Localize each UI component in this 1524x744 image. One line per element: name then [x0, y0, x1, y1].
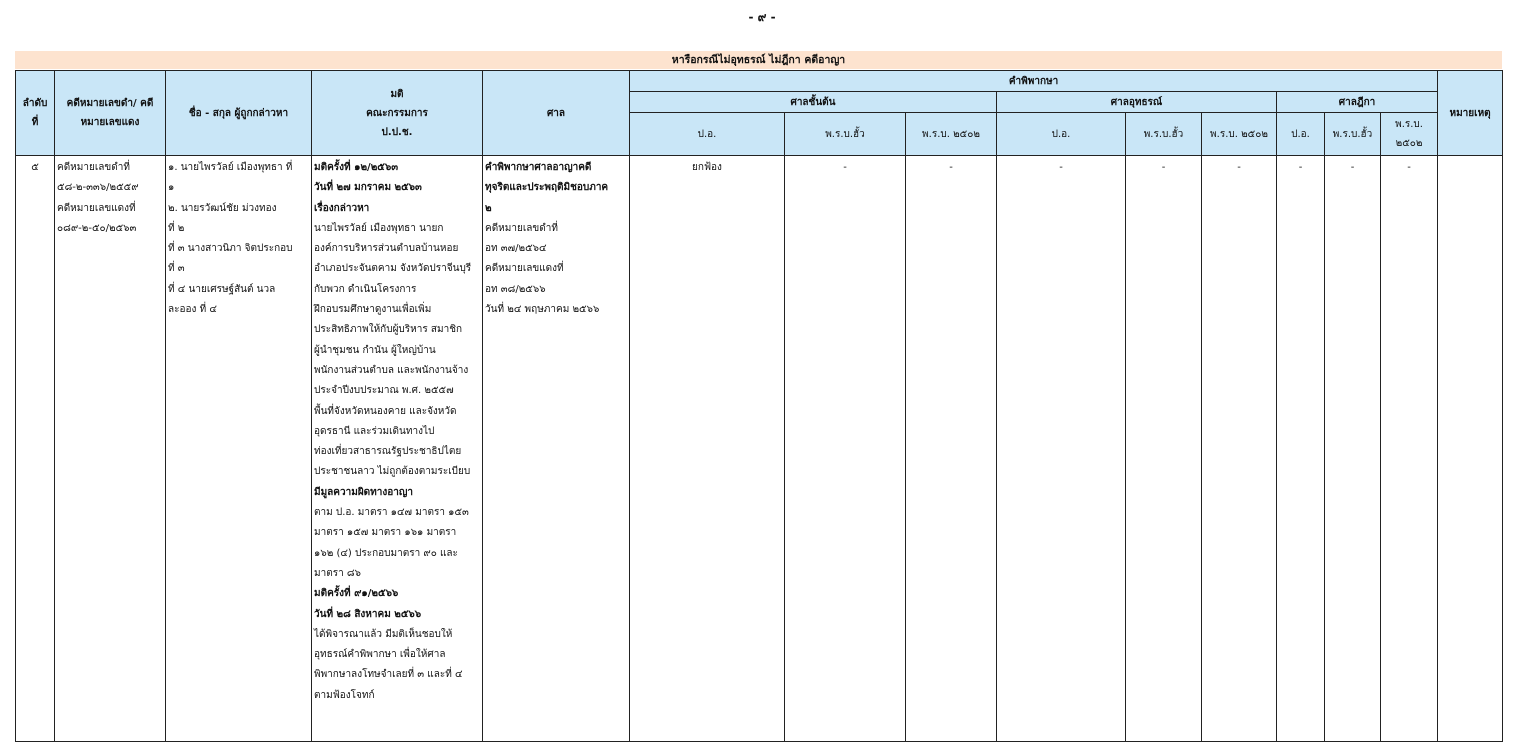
resolution-line: องค์การบริหารส่วนตำบลบ้านหอย [314, 243, 459, 255]
court-line: คดีหมายเลขแดงที่ [485, 263, 564, 275]
name-line: ๒. นายรวัฒน์ชัย ม่วงทอง [168, 202, 277, 214]
resolution-line: ตามฟ้องโจทก์ [314, 689, 375, 701]
case-line: คดีหมายเลขแดงที่ [57, 202, 136, 214]
header-supreme-hua: พ.ร.บ.ฮั้ว [1325, 113, 1381, 156]
cell-resolution [312, 156, 483, 742]
header-first-2502: พ.ร.บ. ๒๕๐๒ [906, 113, 997, 156]
name-line: ที่ ๒ [168, 222, 185, 234]
cell-name [166, 156, 312, 742]
case-line: คดีหมายเลขดำที่ [57, 162, 130, 173]
cell-first-hua: - [785, 156, 906, 742]
name-line: ที่ ๓ [168, 263, 185, 275]
resolution-line: พื้นที่จังหวัดหนองคาย และจังหวัด [314, 405, 457, 417]
name-line: ๑ [168, 182, 175, 194]
name-line: ๑. นายไพรวัลย์ เมืองพุทธา ที่ [168, 162, 293, 173]
court-line: อท ๓๗/๒๕๖๔ [485, 243, 547, 255]
resolution-line: มติครั้งที่ ๙๑/๒๕๖๖ [314, 588, 399, 600]
cell-appeal-po: - [997, 156, 1126, 742]
resolution-line: วันที่ ๒๗ มกราคม ๒๕๖๓ [314, 182, 422, 194]
resolution-line: ประสิทธิภาพให้กับผู้บริหาร สมาชิก [314, 324, 463, 336]
resolution-line: มติครั้งที่ ๑๒/๒๕๖๓ [314, 162, 399, 173]
resolution-line: ได้พิจารณาแล้ว มีมติเห็นชอบให้ [314, 628, 453, 640]
page-number: - ๙ - [748, 10, 776, 24]
header-first-po: ป.อ. [630, 113, 785, 156]
name-line: ที่ ๓ นางสาวนิภา จิตประกอบ [168, 243, 293, 255]
resolution-line: พิพากษาลงโทษจำเลยที่ ๓ และที่ ๔ [314, 669, 463, 681]
header-appeal-2502: พ.ร.บ. ๒๕๐๒ [1202, 113, 1277, 156]
header-name: ชื่อ - สกุล ผู้ถูกกล่าวหา [166, 71, 312, 156]
resolution-line: ฝึกอบรมศึกษาดูงานเพื่อเพิ่ม [314, 304, 432, 316]
header-seq: ลำดับ ที่ [16, 71, 55, 156]
cell-court [483, 156, 630, 742]
resolution-line: กับพวก ดำเนินโครงการ [314, 283, 417, 295]
cell-first-2502: - [906, 156, 997, 742]
court-line: ๒ [485, 202, 492, 214]
name-line: ที่ ๔ นายเศรษฐ์สันต์ นวล [168, 283, 276, 295]
resolution-line: ตาม ป.อ. มาตรา ๑๔๗ มาตรา ๑๕๓ [314, 507, 469, 519]
resolution-line: อุดรธานี และร่วมเดินทางไป [314, 425, 435, 437]
cell-supreme-2502: - [1381, 156, 1438, 742]
resolution-line: วันที่ ๒๘ สิงหาคม ๒๕๖๖ [314, 608, 422, 620]
court-line: วันที่ ๒๔ พฤษภาคม ๒๕๖๖ [485, 304, 600, 316]
court-line: คำพิพากษาศาลอาญาคดี [485, 162, 592, 173]
resolution-line: เรื่องกล่าวหา [314, 202, 370, 214]
header-appeal-po: ป.อ. [997, 113, 1126, 156]
resolution-line: อำเภอประจันตคาม จังหวัดปราจีนบุรี [314, 263, 472, 275]
resolution-line: นายไพรวัลย์ เมืองพุทธา นายก [314, 222, 444, 234]
header-appeal-hua: พ.ร.บ.ฮั้ว [1126, 113, 1202, 156]
case-table [15, 70, 1503, 742]
header-resolution [312, 71, 483, 156]
resolution-line: มีมูลความผิดทางอาญา [314, 486, 414, 498]
header-case: คดีหมายเลขดำ/ คดีหมายเลขแดง [55, 71, 166, 156]
header-court: ศาล [483, 71, 630, 156]
header-resolution-line: มติ [390, 88, 404, 100]
resolution-line: มาตรา ๑๕๗ มาตรา ๑๖๑ มาตรา [314, 527, 457, 539]
header-supreme-court: ศาลฎีกา [1277, 92, 1438, 113]
case-line: ๕๘-๒-๓๓๖/๒๕๕๙ [57, 182, 139, 194]
cell-first-po: ยกฟ้อง [630, 156, 785, 742]
case-line: ๐๘๙-๒-๕๐/๒๕๖๓ [57, 222, 137, 234]
resolution-line: ประจำปีงบประมาณ พ.ศ. ๒๕๕๗ [314, 385, 454, 397]
resolution-line: ผู้นำชุมชน กำนัน ผู้ใหญ่บ้าน [314, 344, 436, 356]
resolution-line: ท่องเที่ยวสาธารณรัฐประชาธิปไตย [314, 446, 462, 458]
header-notes: หมายเหตุ [1438, 71, 1503, 156]
header-appeal-court: ศาลอุทธรณ์ [997, 92, 1277, 113]
resolution-line: ประชาชนลาว ไม่ถูกต้องตามระเบียบ [314, 466, 471, 478]
cell-case [55, 156, 166, 742]
section-title: หารือกรณีไม่อุทธรณ์ ไม่ฎีกา คดีอาญา [15, 51, 1502, 69]
resolution-line: ๑๖๒ (๔) ประกอบมาตรา ๙๐ และ [314, 547, 458, 559]
cell-notes [1438, 156, 1503, 742]
court-line: คดีหมายเลขดำที่ [485, 222, 558, 234]
name-line: ละออง ที่ ๔ [168, 304, 217, 316]
court-line: อท ๓๘/๒๕๖๖ [485, 283, 546, 295]
table-row [16, 156, 1503, 742]
cell-supreme-po: - [1277, 156, 1325, 742]
header-resolution-line: คณะกรรมการ [366, 107, 428, 119]
header-judgment: คำพิพากษา [630, 71, 1438, 92]
resolution-line: มาตรา ๘๖ [314, 567, 361, 579]
header-first-hua: พ.ร.บ.ฮั้ว [785, 113, 906, 156]
cell-appeal-hua: - [1126, 156, 1202, 742]
header-first-court: ศาลชั้นต้น [630, 92, 997, 113]
header-supreme-po: ป.อ. [1277, 113, 1325, 156]
header-supreme-2502: พ.ร.บ. ๒๕๐๒ [1381, 113, 1438, 156]
cell-seq: ๕ [16, 156, 55, 742]
court-line: ทุจริตและประพฤติมิชอบภาค [485, 182, 609, 194]
cell-appeal-2502: - [1202, 156, 1277, 742]
cell-supreme-hua: - [1325, 156, 1381, 742]
resolution-line: อุทธรณ์คำพิพากษา เพื่อให้ศาล [314, 649, 446, 661]
resolution-line: พนักงานส่วนตำบล และพนักงานจ้าง [314, 364, 469, 376]
header-resolution-line: ป.ป.ช. [381, 126, 413, 138]
